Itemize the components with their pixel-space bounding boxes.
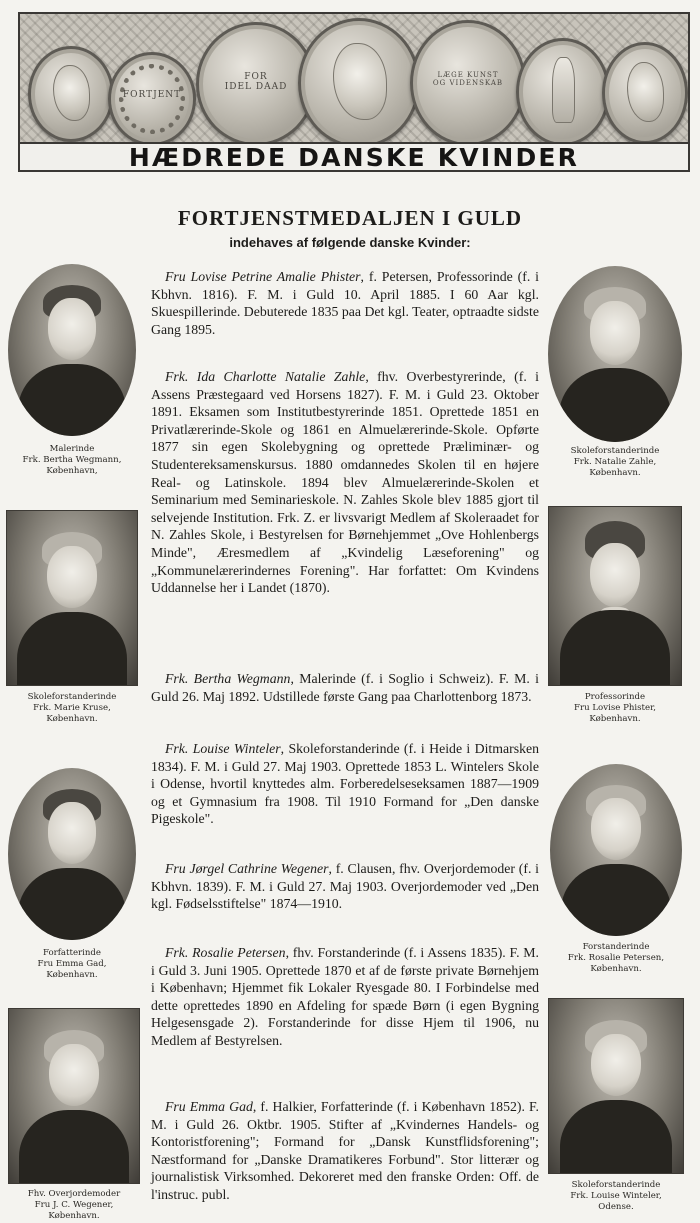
portrait-dress bbox=[17, 612, 126, 686]
entry-zahle bbox=[151, 368, 539, 597]
portrait-dress bbox=[560, 610, 671, 686]
medal-inscription: LÆGE KUNST OG VIDENSKAB bbox=[432, 71, 504, 87]
entry-name: Frk. Rosalie Petersen bbox=[165, 945, 286, 960]
portrait-zahle bbox=[548, 266, 682, 442]
entry-wegmann bbox=[151, 670, 539, 705]
portrait-face bbox=[591, 798, 641, 860]
caption-kruse: Skoleforstanderinde Frk. Marie Kruse, København. bbox=[27, 692, 117, 724]
portrait-dress bbox=[18, 868, 126, 940]
caption-gad: Forfatterinde Fru Emma Gad, København. bbox=[37, 948, 107, 980]
page-subtitle: indehaves af følgende danske Kvinder: bbox=[229, 235, 471, 250]
portrait-dress bbox=[19, 1110, 128, 1184]
caption-wegmann: Malerinde Frk. Bertha Wegmann, København, bbox=[22, 444, 122, 476]
entry-text: , f. Halkier, Forfatterinde (f. i København 1852). F. M. i Guld 26. Oktbr. 1905. Stifter af „Kvindernes Handels- og Kontoristforening"; Formand for „Dansk Kunstflidsforening"; Næstformand for „Danske Dramatikeres Forbund". Stor litterær og journalistisk Virksomhed. Dekoreret med den franske Orden: Off. de l'instruc. publ. bbox=[151, 1099, 540, 1202]
portrait-wegmann bbox=[8, 264, 136, 436]
portrait-phister bbox=[548, 506, 682, 686]
entry-phister bbox=[151, 268, 539, 338]
medal-portrait-left bbox=[28, 46, 114, 142]
entry-text: , Skoleforstanderinde (f. i Heide i Ditmarsken 1834). F. M. i Guld 27. Maj 1903. Oprettede 1853 L. Wintelers Skole i Odense, hvortil knyttedes alm. Forberedelseseksamen 1887—1909 og et Gymnasium fra 1908. Til 1910 Formand for „Den danske Pigeskole". bbox=[151, 741, 539, 827]
angel-figure-icon bbox=[552, 57, 575, 122]
caption-winteler: Skoleforstanderinde Frk. Louise Winteler, Odense. bbox=[570, 1180, 662, 1212]
portrait-face bbox=[590, 543, 640, 607]
banner-title: HÆDREDE DANSKE KVINDER bbox=[20, 142, 688, 170]
caption-wegener: Fhv. Overjordemoder Fru J. C. Wegener, København. bbox=[27, 1189, 121, 1221]
entry-name: Frk. Louise Winteler bbox=[165, 741, 281, 756]
medal-wreath bbox=[108, 52, 196, 146]
entry-text: , f. Petersen, Professorinde (f. i Kbhvn. 1816). F. M. i Guld 10. April 1885. I 60 Aar kgl. Skuespillerinde. Debuterede 1835 paa Det kgl. Teater, optraadte sidste Gang 1895. bbox=[151, 269, 539, 337]
medal-inscribed-right bbox=[410, 20, 526, 146]
portrait-face bbox=[47, 546, 96, 609]
king-profile-icon bbox=[53, 65, 90, 121]
medal-angel bbox=[516, 38, 610, 146]
portrait-kruse bbox=[6, 510, 138, 686]
portrait-dress bbox=[559, 368, 672, 442]
entry-name: Fru Emma Gad bbox=[165, 1099, 253, 1114]
entry-text: , f. Clausen, fhv. Overjordemoder (f. i Kbhvn. 1839). F. M. i Guld 27. Maj 1903. Overjordemoder ved „Den kgl. Fødselsstiftelse" 1874—1910. bbox=[151, 861, 539, 912]
portrait-dress bbox=[561, 864, 672, 936]
entry-text: , Malerinde (f. i Soglio i Schweiz). F. M. i Guld 26. Maj 1892. Udstillede første Gang paa Charlottenborg 1873. bbox=[151, 671, 539, 704]
entry-wegener bbox=[151, 860, 539, 913]
king-profile-icon bbox=[627, 62, 664, 122]
king-profile-icon bbox=[333, 43, 386, 120]
header-banner bbox=[18, 12, 690, 172]
entry-winteler bbox=[151, 740, 539, 828]
portrait-face bbox=[590, 301, 641, 364]
caption-zahle: Skoleforstanderinde Frk. Natalie Zahle, København. bbox=[570, 446, 660, 478]
medal-portrait-right bbox=[602, 42, 688, 144]
portrait-dress bbox=[560, 1100, 673, 1174]
caption-phister: Professorinde Fru Lovise Phister, København. bbox=[574, 692, 656, 724]
entry-text: , fhv. Forstanderinde (f. i Assens 1835). F. M. i Guld 3. Juni 1905. Oprettede 1870 et af de første private Børnehjem i København; Hjemmet fik Lokaler Ryesgade 80. I Forbindelse med dette oprettedes 1890 en Afdeling for spæde Børn (i egen Bygning Helgesensgade 2). Forstanderinde for disse Hjem til 1906, nu Medlem af Bestyrelsen. bbox=[151, 945, 539, 1048]
caption-petersen: Forstanderinde Frk. Rosalie Petersen, København. bbox=[567, 942, 665, 974]
entry-name: Frk. Ida Charlotte Natalie Zahle bbox=[165, 369, 366, 384]
page-title: FORTJENSTMEDALJEN I GULD bbox=[177, 206, 523, 230]
portrait-face bbox=[49, 1044, 98, 1107]
medal-portrait-center bbox=[298, 18, 420, 148]
portrait-winteler bbox=[548, 998, 684, 1174]
portrait-face bbox=[48, 802, 97, 864]
portrait-petersen bbox=[550, 764, 682, 936]
entry-petersen bbox=[151, 944, 539, 1050]
entry-name: Fru Jørgel Cathrine Wegener bbox=[165, 861, 329, 876]
medal-inscription: FORTJENT bbox=[122, 90, 182, 101]
entry-text: , fhv. Overbestyrerinde, (f. i Assens Præstegaard ved Horsens 1827). F. M. i Guld 23. Oktober 1891. Eksamen som Institutbestyrerinde 1851. Oprettede 1851 en Privatlærerinde-Skole og 1861 en Almuelærerinde-Skole. Opførte 1877 sin egen Skolebygning og oprettede Præliminær- og Studentereksamenskursus. 1880 omdannedes Skolen til en højere Real- og Latinskole. 1894 blev Almuelærerinde-Skolen et Seminarium med Seminarieskole. N. Zahles Skole blev 1885 gjort til selvejende Institution. Frk. Z. er livsvarigt Medlem af Skoleraadet for N. Zahles Skole, i Bestyrelsen for Børnehjemmet „Ove Hohlenbergs Minde", Æresmedlem af „Kvindelig Læseforening" og „Kommunelærerindernes Forening". Har forfattet: Om Kvindens Uddannelse her i Landet (1870). bbox=[151, 369, 539, 596]
medal-inscription: FOR IDEL DAAD bbox=[224, 72, 288, 93]
portrait-wegener bbox=[8, 1008, 140, 1184]
entry-name: Frk. Bertha Wegmann bbox=[165, 671, 291, 686]
entry-gad bbox=[151, 1098, 539, 1204]
portrait-dress bbox=[18, 364, 126, 436]
portrait-face bbox=[48, 298, 97, 360]
portrait-face bbox=[591, 1034, 642, 1097]
portrait-gad bbox=[8, 768, 136, 940]
entry-name: Fru Lovise Petrine Amalie Phister bbox=[165, 269, 361, 284]
